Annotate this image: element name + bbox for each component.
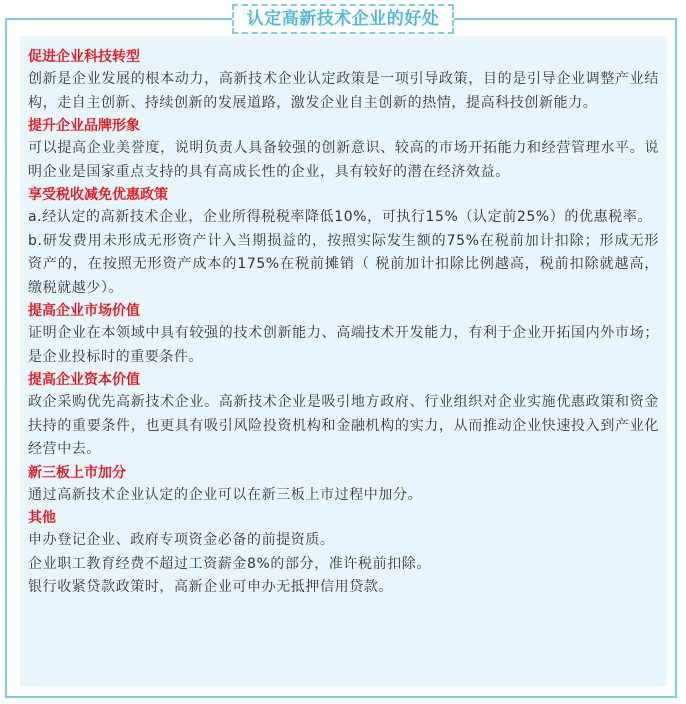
section-tech-transformation	[28, 46, 659, 115]
section-paragraph: 企业职工教育经费不超过工资薪金8%的部分，准许税前扣除。	[28, 555, 432, 572]
section-other	[28, 507, 659, 600]
section-paragraph: 申办登记企业、政府专项资金必备的前提资质。	[28, 532, 335, 548]
section-paragraph: a.经认定的高新技术企业，企业所得税税率降低10%，可执行15%（认定前25%）的优惠税率。	[28, 209, 652, 225]
section-brand-image	[28, 115, 659, 184]
page-title: 认定高新技术企业的好处	[232, 4, 454, 34]
section-heading: 提高企业市场价值	[28, 303, 140, 319]
content-panel	[20, 36, 667, 686]
section-paragraph: 创新是企业发展的根本动力，高新技术企业认定政策是一项引导政策，目的是引导企业调整产业结构，走自主创新、持续创新的发展道路，激发企业自主创新的热情，提高科技创新能力。	[28, 71, 659, 111]
section-heading: 促进企业科技转型	[28, 49, 140, 65]
section-heading: 提高企业资本价值	[28, 372, 140, 388]
section-market-value	[28, 300, 659, 369]
section-heading: 享受税收减免优惠政策	[28, 187, 168, 203]
section-paragraph: 证明企业在本领域中具有较强的技术创新能力、高端技术开发能力，有利于企业开拓国内外市场；是企业投标时的重要条件。	[28, 325, 659, 365]
section-paragraph: 政企采购优先高新技术企业。高新技术企业是吸引地方政府、行业组织对企业实施优惠政策和资金扶持的重要条件，也更具有吸引风险投资机构和金融机构的实力，从而推动企业快速投入到产业化经营中去。	[28, 394, 659, 457]
section-heading: 其他	[28, 510, 56, 526]
section-heading: 提升企业品牌形象	[28, 118, 140, 134]
section-paragraph: 银行收紧贷款政策时，高新企业可申办无抵押信用贷款。	[28, 579, 393, 595]
section-heading: 新三板上市加分	[28, 464, 126, 481]
section-capital-value	[28, 369, 659, 462]
section-neeq-listing	[28, 462, 659, 508]
section-paragraph: b.研发费用未形成无形资产计入当期损益的，按照实际发生额的75%在税前加计扣除；形成无形资产的，在按照无形资产成本的175%在税前摊销（ 税前加计扣除比例越高，税前扣除就越高，缴税就越少）。	[28, 232, 659, 296]
section-tax-benefits	[28, 184, 659, 300]
section-paragraph: 通过高新技术企业认定的企业可以在新三板上市过程中加分。	[28, 486, 423, 503]
section-paragraph: 可以提高企业美誉度，说明负责人具备较强的创新意识、较高的市场开拓能力和经营管理水平。说明企业是国家重点支持的具有高成长性的企业，具有较好的潜在经济效益。	[28, 140, 659, 180]
